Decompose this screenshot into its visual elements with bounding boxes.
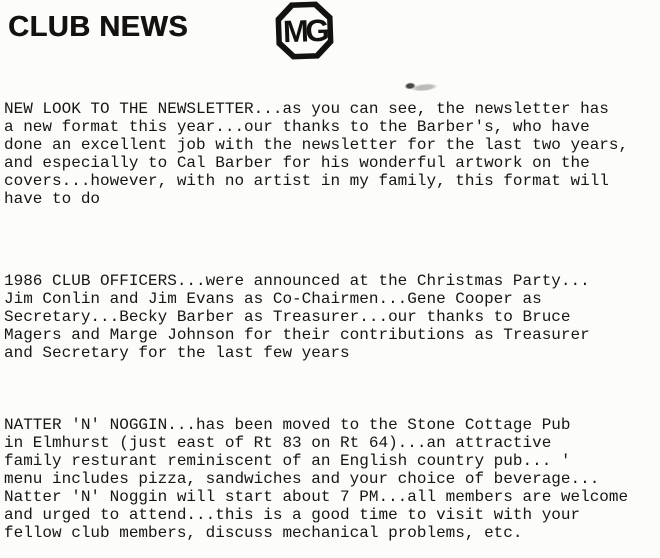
page-header <box>0 0 660 58</box>
text-line: menu includes pizza, sandwiches and your choice of beverage... <box>4 470 600 489</box>
article-body <box>4 59 660 558</box>
paragraph-new-look <box>4 59 660 100</box>
text-line: NEW LOOK TO THE NEWSLETTER...as you can see, the newsletter has <box>4 99 609 118</box>
text-line: Magers and Marge Johnson for their contributions as Treasurer <box>4 325 590 344</box>
text-line: NATTER 'N' NOGGIN...has been moved to the Stone Cottage Pub <box>4 416 571 435</box>
page-title: CLUB NEWS <box>8 11 189 43</box>
mg-octagon-icon <box>275 1 334 60</box>
text-line: Natter 'N' Noggin will start about 7 PM...all members are welcome <box>4 488 629 507</box>
mg-logo-icon <box>275 1 334 60</box>
text-line: family resturant reminiscent of an English country pub... ' <box>4 452 571 471</box>
text-line: Jim Conlin and Jim Evans as Co-Chairmen...Gene Cooper as <box>4 289 542 308</box>
text-line: fellow club members, discuss mechanical problems, etc. <box>4 524 523 543</box>
text-line: have to do <box>4 189 101 208</box>
text-line: done an excellent job with the newsletter for the last two years, <box>4 135 629 154</box>
text-line: and especially to Cal Barber for his wonderful artwork on the <box>4 153 590 172</box>
text-line: and Secretary for the last few years <box>4 343 350 362</box>
text-line: 1986 CLUB OFFICERS...were announced at the Christmas Party... <box>4 271 590 290</box>
text-line: a new format this year...our thanks to the Barber's, who have <box>4 117 590 136</box>
text-line: in Elmhurst (just east of Rt 83 on Rt 64)...an attractive <box>4 434 552 453</box>
mg-logo-text: MG <box>282 12 327 50</box>
paragraph-club-officers <box>4 231 660 272</box>
text-line: and urged to attend...this is a good time to visit with your <box>4 506 581 525</box>
text-line: Secretary...Becky Barber as Treasurer...our thanks to Bruce <box>4 307 571 326</box>
text-line: covers...however, with no artist in my family, this format will <box>4 171 609 190</box>
paragraph-natter-noggin <box>4 378 660 416</box>
